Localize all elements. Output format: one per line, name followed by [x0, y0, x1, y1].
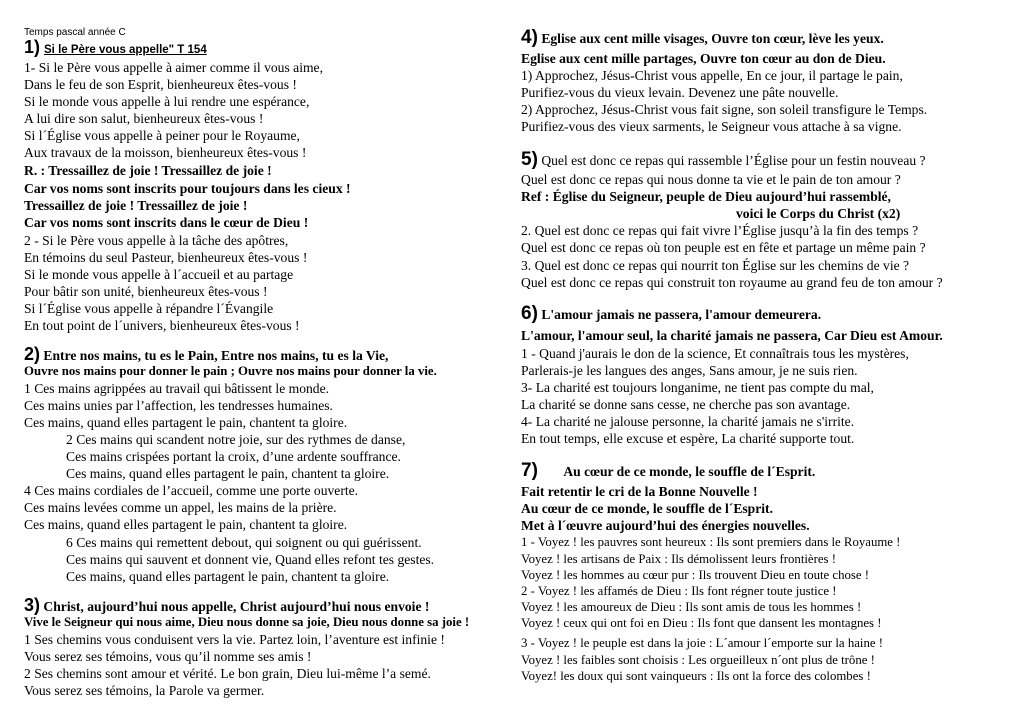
song-2-line: Ces mains qui sauvent et donnent vie, Quand elles refont tes gestes.: [66, 552, 435, 567]
song-7-line: Voyez! les doux qui sont vainqueurs : Ils ont la force des colombes !: [521, 669, 871, 683]
song-4-title: Eglise aux cent mille visages, Ouvre ton cœur, lève les yeux.: [541, 31, 884, 46]
song-3-line: Vous serez ses témoins, vous qu’il nomme ses amis !: [24, 649, 312, 664]
song-2-line: Ces mains levées comme un appel, les mains de la prière.: [24, 500, 337, 515]
song-2-line: 2 Ces mains qui scandent notre joie, sur des rythmes de danse,: [66, 432, 406, 447]
song-7-line: Voyez ! ceux qui ont foi en Dieu : Ils font que dansent les montagnes !: [521, 616, 882, 630]
song-7-refrain: Au cœur de ce monde, le souffle de l´Esprit.: [521, 501, 773, 516]
song-3-line: 2 Ses chemins sont amour et vérité. Le bon grain, Dieu lui-même l’a semé.: [24, 666, 431, 681]
song-1-number: 1): [24, 37, 41, 57]
song-1-line: Pour bâtir son unité, bienheureux êtes-vous !: [24, 284, 268, 299]
song-1-refrain: Tressaillez de joie ! Tressaillez de joie !: [24, 198, 248, 213]
song-7-line: 3 - Voyez ! le peuple est dans la joie : L´amour l´emporte sur la haine !: [521, 636, 883, 650]
song-1-line: Si le monde vous appelle à lui rendre une espérance,: [24, 94, 310, 109]
song-5-refrain: Ref : Église du Seigneur, peuple de Dieu aujourd’hui rassemblé,: [521, 189, 891, 204]
song-2-line: 1 Ces mains agrippées au travail qui bâtissent le monde.: [24, 381, 330, 396]
song-6-title: L'amour jamais ne passera, l'amour demeurera.: [541, 307, 822, 322]
song-7-refrain: Met à l´œuvre aujourd’hui des énergies nouvelles.: [521, 518, 810, 533]
song-1-line: 1- Si le Père vous appelle à aimer comme il vous aime,: [24, 60, 323, 75]
song-6-number: 6): [521, 303, 538, 324]
song-1-line: Si l´Église vous appelle à peiner pour le Royaume,: [24, 128, 300, 143]
song-1-refrain: Car vos noms sont inscrits dans le cœur de Dieu !: [24, 215, 309, 230]
song-1-line: Si l´Église vous appelle à répandre l´Évangile: [24, 301, 274, 316]
song-6-heading: [521, 303, 821, 326]
song-5-line: Quel est donc ce repas qui construit ton royaume au grand feu de ton amour ?: [521, 275, 943, 290]
song-6-line: 3- La charité est toujours longanime, ne tient pas compte du mal,: [521, 380, 874, 395]
song-1-heading: [24, 37, 207, 60]
song-5-refrain: voici le Corps du Christ (x2): [736, 206, 901, 221]
song-1-line: En témoins du seul Pasteur, bienheureux êtes-vous !: [24, 250, 308, 265]
song-4-line: Purifiez-vous des vieux sarments, le Seigneur vous attache à sa vigne.: [521, 119, 902, 134]
song-2-line: Ces mains unies par l’affection, les tendresses humaines.: [24, 398, 333, 413]
song-2-line: 6 Ces mains qui remettent debout, qui soignent ou qui guérissent.: [66, 535, 422, 550]
song-5-line: Quel est donc ce repas qui nous donne ta vie et le pain de ton amour ?: [521, 172, 901, 187]
song-1-line: 2 - Si le Père vous appelle à la tâche des apôtres,: [24, 233, 289, 248]
song-3-number: 3): [24, 595, 41, 615]
song-7-line: Voyez ! les amoureux de Dieu : Ils sont amis de tous les hommes !: [521, 600, 862, 614]
song-2-title: Entre nos mains, tu es le Pain, Entre nos mains, tu es la Vie,: [43, 348, 389, 363]
song-7-line: Voyez ! les hommes au cœur pur : Ils trouvent Dieu en toute chose !: [521, 568, 870, 582]
song-2-line: Ces mains crispées portant la croix, d’une ardente souffrance.: [66, 449, 401, 464]
song-6-subtitle: L'amour, l'amour seul, la charité jamais ne passera, Car Dieu est Amour.: [521, 328, 943, 343]
song-1-line: En tout point de l´univers, bienheureux êtes-vous !: [24, 318, 300, 333]
song-2-line: Ces mains, quand elles partagent le pain, chantent ta gloire.: [24, 415, 348, 430]
song-1-title: Si le Père vous appelle" T 154: [44, 44, 207, 56]
song-1-line: Si le monde vous appelle à l´accueil et au partage: [24, 267, 294, 282]
song-3-line: 1 Ses chemins vous conduisent vers la vie. Partez loin, l’aventure est infinie !: [24, 632, 445, 647]
song-4-heading: [521, 27, 884, 50]
song-5-heading: [521, 149, 926, 172]
song-7-line: Voyez ! les artisans de Paix : Ils démolissent leurs frontières !: [521, 552, 836, 566]
song-1-refrain: Car vos noms sont inscrits pour toujours dans les cieux !: [24, 181, 351, 196]
song-6-line: 1 - Quand j'aurais le don de la science, Et connaîtrais tous les mystères,: [521, 346, 909, 361]
song-5-line: Quel est donc ce repas où ton peuple est en fête et partage un même pain ?: [521, 240, 926, 255]
song-4-line: 2) Approchez, Jésus-Christ vous fait signe, son soleil transfigure le Temps.: [521, 102, 928, 117]
song-1-line: Dans le feu de son Esprit, bienheureux êtes-vous !: [24, 77, 297, 92]
song-5-number: 5): [521, 149, 538, 170]
song-7-title: Au cœur de ce monde, le souffle de l´Esprit.: [563, 464, 816, 479]
song-6-line: En tout temps, elle excuse et espère, La charité supporte tout.: [521, 431, 855, 446]
song-2-line: 4 Ces mains cordiales de l’accueil, comme une porte ouverte.: [24, 483, 359, 498]
song-2-subtitle: Ouvre nos mains pour donner le pain ; Ouvre nos mains pour donner la vie.: [24, 364, 437, 378]
song-4-line: Purifiez-vous du vieux levain. Devenez une pâte nouvelle.: [521, 85, 839, 100]
song-7-line: 1 - Voyez ! les pauvres sont heureux : Ils sont premiers dans le Royaume !: [521, 535, 901, 549]
song-6-line: 4- La charité ne jalouse personne, la charité jamais ne s'irrite.: [521, 414, 855, 429]
song-4-subtitle: Eglise aux cent mille partages, Ouvre ton cœur au don de Dieu.: [521, 51, 886, 66]
song-2-number: 2): [24, 344, 41, 364]
song-1-line: A lui dire son salut, bienheureux êtes-vous !: [24, 111, 264, 126]
song-7-line: Voyez ! les faibles sont choisis : Les orgueilleux n´ont plus de trône !: [521, 653, 875, 667]
song-6-line: La charité se donne sans cesse, ne cherche pas son avantage.: [521, 397, 851, 412]
song-2-line: Ces mains, quand elles partagent le pain, chantent ta gloire.: [66, 569, 390, 584]
song-4-number: 4): [521, 27, 538, 48]
song-7-refrain: Fait retentir le cri de la Bonne Nouvelle !: [521, 484, 758, 499]
song-5-line: 2. Quel est donc ce repas qui fait vivre l’Église jusqu’à la fin des temps ?: [521, 223, 919, 238]
song-3-title: Christ, aujourd’hui nous appelle, Christ aujourd’hui nous envoie !: [43, 599, 430, 614]
song-2-line: Ces mains, quand elles partagent le pain, chantent ta gloire.: [66, 466, 390, 481]
song-7-number: 7): [521, 460, 538, 481]
song-2-line: Ces mains, quand elles partagent le pain, chantent ta gloire.: [24, 517, 348, 532]
song-5-line: 3. Quel est donc ce repas qui nourrit ton Église sur les chemins de vie ?: [521, 258, 910, 273]
song-3-line: Vous serez ses témoins, la Parole va germer.: [24, 683, 265, 698]
song-7-heading: [521, 460, 815, 483]
song-6-line: Parlerais-je les langues des anges, Sans amour, je ne suis rien.: [521, 363, 858, 378]
page-header: Temps pascal année C: [24, 27, 126, 38]
song-1-line: Aux travaux de la moisson, bienheureux êtes-vous !: [24, 145, 307, 160]
song-1-refrain: R. : Tressaillez de joie ! Tressaillez de joie !: [24, 163, 272, 178]
song-7-line: 2 - Voyez ! les affamés de Dieu : Ils font régner toute justice !: [521, 584, 837, 598]
song-4-line: 1) Approchez, Jésus-Christ vous appelle, En ce jour, il partage le pain,: [521, 68, 903, 83]
song-5-title: Quel est donc ce repas qui rassemble l’Église pour un festin nouveau ?: [541, 153, 926, 168]
song-3-subtitle: Vive le Seigneur qui nous aime, Dieu nous donne sa joie, Dieu nous donne sa joie !: [24, 615, 470, 629]
